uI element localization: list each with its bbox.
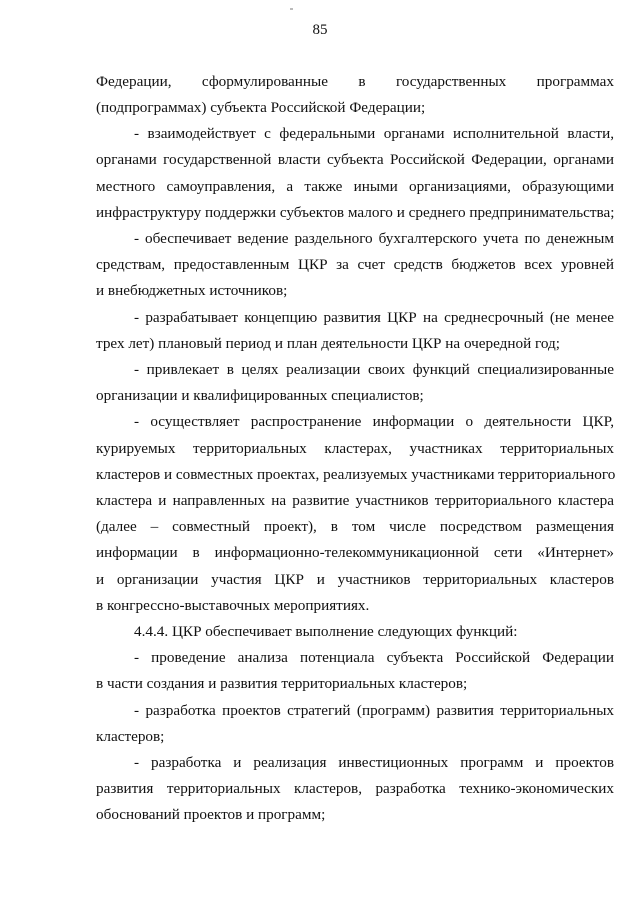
text-line: развития территориальных кластеров, разработка технико-экономических [96, 780, 614, 797]
text-line: и внебюджетных источников; [96, 282, 288, 299]
text-line: - разрабатывает концепцию развития ЦКР на среднесрочный (не менее [134, 309, 614, 326]
text-line: организации и квалифицированных специалистов; [96, 387, 424, 404]
text-line: - проведение анализа потенциала субъекта Российской Федерации [134, 649, 614, 666]
text-line: - взаимодействует с федеральными органами исполнительной власти, [134, 125, 614, 142]
text-line: средствам, предоставленным ЦКР за счет средств бюджетов всех уровней [96, 256, 614, 273]
text-line: - осуществляет распространение информации о деятельности ЦКР, [134, 413, 614, 430]
text-line: Федерации, сформулированные в государственных программах [96, 73, 614, 90]
text-line: инфраструктуру поддержки субъектов малого и среднего предпринимательства; [96, 204, 615, 221]
text-line: курируемых территориальных кластерах, участниках территориальных [96, 440, 614, 457]
text-line: в части создания и развития территориальных кластеров; [96, 675, 468, 692]
text-line: - разработка проектов стратегий (программ) развития территориальных [134, 702, 614, 719]
text-line: органами государственной власти субъекта Российской Федерации, органами [96, 151, 614, 168]
page-number: 85 [312, 22, 328, 38]
text-line: - привлекает в целях реализации своих функций специализированные [134, 361, 614, 378]
scan-artifact [290, 8, 293, 10]
text-line: и организации участия ЦКР и участников территориальных кластеров [96, 571, 614, 588]
text-line: кластеров; [96, 728, 165, 745]
text-line: кластеров и совместных проектах, реализуемых участниками территориального [96, 466, 616, 483]
text-line: обоснований проектов и программ; [96, 806, 326, 823]
text-line: 4.4.4. ЦКР обеспечивает выполнение следующих функций: [134, 623, 518, 640]
text-line: информации в информационно-телекоммуникационной сети «Интернет» [96, 544, 614, 561]
text-line: трех лет) плановый период и план деятельности ЦКР на очередной год; [96, 335, 560, 352]
text-line: кластера и направленных на развитие участников территориального кластера [96, 492, 614, 509]
text-line: - разработка и реализация инвестиционных программ и проектов [134, 754, 614, 771]
text-line: - обеспечивает ведение раздельного бухгалтерского учета по денежным [134, 230, 614, 247]
text-line: местного самоуправления, а также иными организациями, образующими [96, 178, 614, 195]
text-line: в конгрессно-выставочных мероприятиях. [96, 597, 370, 614]
text-line: (подпрограммах) субъекта Российской Федерации; [96, 99, 426, 116]
text-line: (далее – совместный проект), в том числе посредством размещения [96, 518, 614, 535]
